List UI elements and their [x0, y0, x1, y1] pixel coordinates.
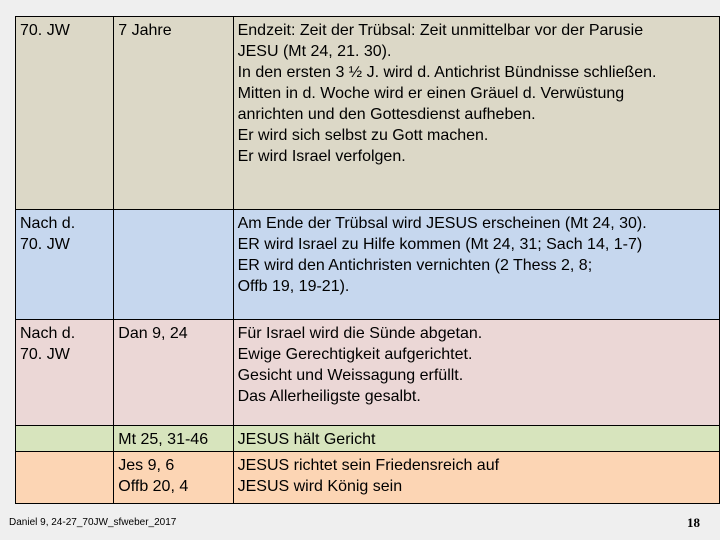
table-row: [16, 210, 720, 320]
description-line: Am Ende der Trübsal wird JESUS erscheinen (Mt 24, 30).: [237, 215, 647, 232]
description-line: ER wird den Antichristen vernichten (2 Thess 2, 8;: [237, 257, 593, 274]
time-text: 70. JW: [20, 236, 70, 253]
footer-caption: Daniel 9, 24-27_70JW_sfweber_2017: [9, 517, 177, 528]
table-row: [16, 17, 720, 210]
table-row: [16, 452, 720, 504]
time-cell: [16, 452, 114, 504]
time-text: 70. JW: [20, 346, 70, 363]
page-number: 18: [687, 515, 700, 530]
description-line: Das Allerheiligste gesalbt.: [237, 388, 421, 405]
reference-text: Mt 25, 31-46: [118, 431, 209, 448]
time-text: 70. JW: [20, 22, 70, 39]
table-row: [16, 426, 720, 452]
description-line: In den ersten 3 ½ J. wird d. Antichrist Bündnisse schließen.: [237, 64, 657, 81]
reference-text: Jes 9, 6: [118, 457, 175, 474]
description-line: Endzeit: Zeit der Trübsal: Zeit unmittelbar vor der Parusie: [237, 22, 644, 39]
reference-cell: [114, 17, 233, 210]
table-row: [16, 320, 720, 426]
description-line: JESUS wird König sein: [237, 478, 403, 495]
description-line: ER wird Israel zu Hilfe kommen (Mt 24, 31; Sach 14, 1-7): [237, 236, 643, 253]
reference-text: Dan 9, 24: [118, 325, 188, 342]
reference-cell: [114, 320, 233, 426]
time-cell: [16, 426, 114, 452]
description-line: Ewige Gerechtigkeit aufgerichtet.: [237, 346, 473, 363]
description-line: anrichten und den Gottesdienst aufheben.: [237, 106, 536, 123]
description-line: JESUS hält Gericht: [237, 431, 376, 448]
reference-cell: [114, 426, 233, 452]
description-line: Offb 19, 19-21).: [237, 278, 350, 295]
time-cell: [16, 17, 114, 210]
description-line: JESU (Mt 24, 21. 30).: [237, 43, 392, 60]
time-text: Nach d.: [20, 325, 76, 342]
description-cell: [233, 210, 719, 320]
description-line: Mitten in d. Woche wird er einen Gräuel d. Verwüstung: [237, 85, 625, 102]
timeline-table: [15, 16, 720, 504]
description-cell: [233, 17, 719, 210]
reference-cell: [114, 210, 233, 320]
time-text: Nach d.: [20, 215, 76, 232]
description-cell: [233, 426, 719, 452]
reference-text: 7 Jahre: [118, 22, 172, 39]
time-cell: [16, 320, 114, 426]
description-line: Für Israel wird die Sünde abgetan.: [237, 325, 483, 342]
description-line: Er wird Israel verfolgen.: [237, 148, 406, 165]
description-line: JESUS richtet sein Friedensreich auf: [237, 457, 500, 474]
description-line: Gesicht und Weissagung erfüllt.: [237, 367, 464, 384]
reference-cell: [114, 452, 233, 504]
description-line: Er wird sich selbst zu Gott machen.: [237, 127, 489, 144]
description-cell: [233, 320, 719, 426]
time-cell: [16, 210, 114, 320]
reference-text: Offb 20, 4: [118, 478, 189, 495]
description-cell: [233, 452, 719, 504]
